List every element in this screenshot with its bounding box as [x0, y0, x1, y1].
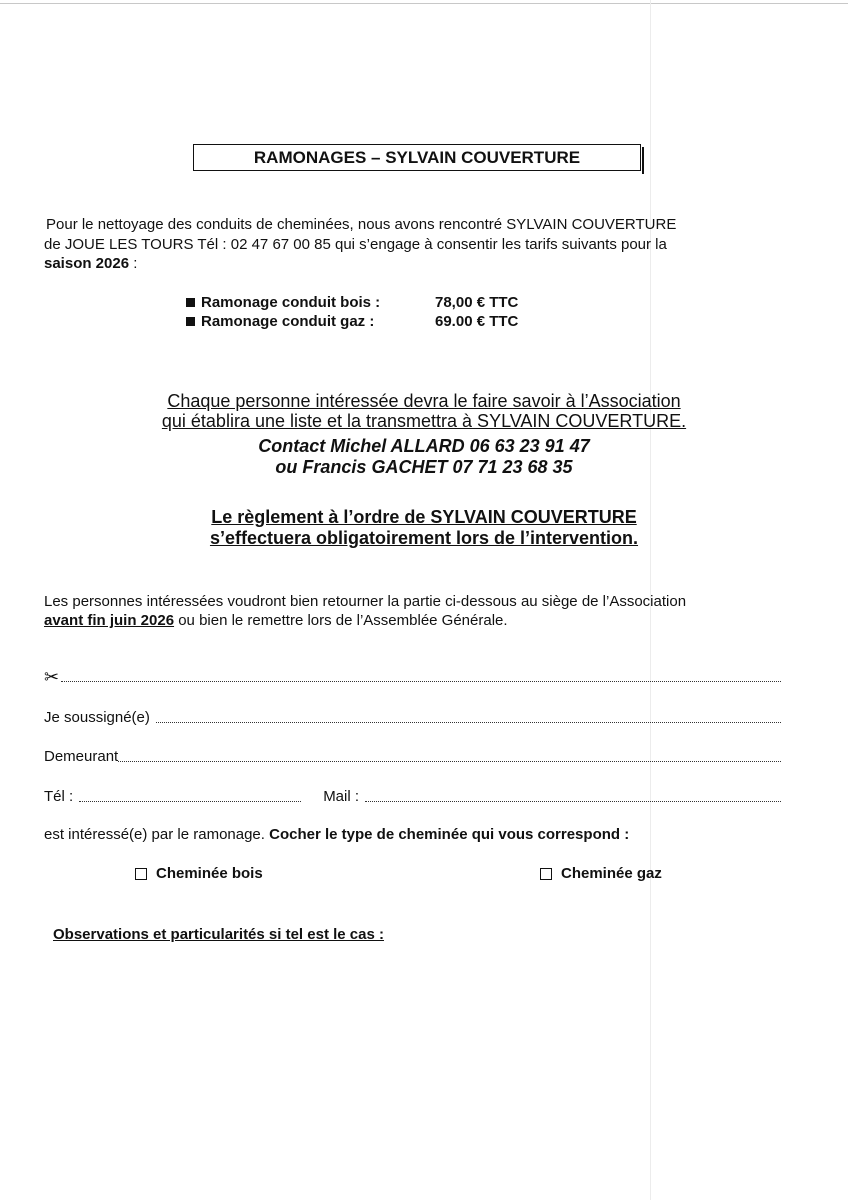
contact-row — [44, 788, 781, 806]
undersigned-field[interactable] — [156, 720, 781, 723]
address-label: Demeurant — [44, 748, 119, 765]
tariff-price: 69.00 € TTC — [435, 313, 519, 330]
payment-notice — [0, 507, 848, 549]
address-field[interactable] — [118, 759, 781, 762]
return-line-1: Les personnes intéressées voudront bien retourner la partie ci-dessous au siège de l’Association — [44, 593, 687, 610]
contact-line-1: Contact Michel ALLARD 06 63 23 91 47 — [258, 436, 590, 456]
option-label: Cheminée gaz — [561, 865, 662, 882]
return-line-2-rest: ou bien le remettre lors de l’Assemblée Générale. — [174, 612, 508, 629]
page-top-edge — [0, 3, 848, 4]
notice-line-1: Chaque personne intéressée devra le faire savoir à l’Association — [167, 391, 681, 411]
option-bois[interactable] — [135, 864, 263, 883]
tariff-row-bois — [186, 293, 518, 312]
page-title: RAMONAGES – SYLVAIN COUVERTURE — [193, 144, 641, 171]
scissors-icon: ✂ — [44, 667, 60, 687]
season-suffix: : — [129, 255, 138, 272]
notice-line-2: qui établira une liste et la transmettra à SYLVAIN COUVERTURE. — [161, 411, 687, 431]
tariff-label: Ramonage conduit gaz : — [201, 313, 375, 330]
mail-label: Mail : — [323, 788, 360, 805]
tel-label: Tél : — [44, 788, 74, 805]
bullet-square-icon — [186, 317, 195, 326]
season-label: saison 2026 — [44, 255, 130, 272]
cut-dotted-line — [61, 679, 781, 682]
option-gaz[interactable] — [540, 864, 662, 883]
interest-line — [44, 825, 629, 844]
intro-paragraph — [44, 215, 804, 274]
intro-line-2: de JOUE LES TOURS Tél : 02 47 67 00 85 qui s’engage à consentir les tarifs suivants pour la — [44, 235, 667, 253]
undersigned-row — [44, 709, 781, 727]
association-notice — [0, 391, 848, 431]
tariff-list — [186, 293, 518, 331]
deadline: avant fin juin 2026 — [44, 612, 175, 629]
checkbox-icon[interactable] — [135, 868, 147, 880]
tariff-row-gaz — [186, 312, 518, 331]
tariff-price: 78,00 € TTC — [435, 294, 519, 311]
observations-heading: Observations et particularités si tel est le cas : — [53, 926, 384, 943]
option-label: Cheminée bois — [156, 865, 263, 882]
return-line-2 — [44, 611, 824, 630]
interest-text: est intéressé(e) par le ramonage. — [44, 826, 270, 843]
payment-line-2: s’effectuera obligatoirement lors de l’intervention. — [209, 528, 639, 548]
mail-field[interactable] — [365, 799, 781, 802]
contact-line-2: ou Francis GACHET 07 71 23 68 35 — [275, 457, 573, 477]
tel-field[interactable] — [79, 799, 301, 802]
interest-instruction: Cocher le type de cheminée qui vous correspond : — [269, 826, 630, 843]
contact-block — [0, 436, 848, 478]
checkbox-icon[interactable] — [540, 868, 552, 880]
bullet-square-icon — [186, 298, 195, 307]
tariff-label: Ramonage conduit bois : — [201, 294, 381, 311]
payment-line-1: Le règlement à l’ordre de SYLVAIN COUVERTURE — [211, 507, 637, 527]
return-notice — [44, 592, 824, 630]
cut-line — [44, 668, 781, 686]
undersigned-label: Je soussigné(e) — [44, 709, 150, 726]
address-row — [44, 748, 781, 766]
intro-line-3 — [44, 254, 804, 274]
intro-line-1: Pour le nettoyage des conduits de cheminées, nous avons rencontré SYLVAIN COUVERTURE — [46, 216, 677, 233]
